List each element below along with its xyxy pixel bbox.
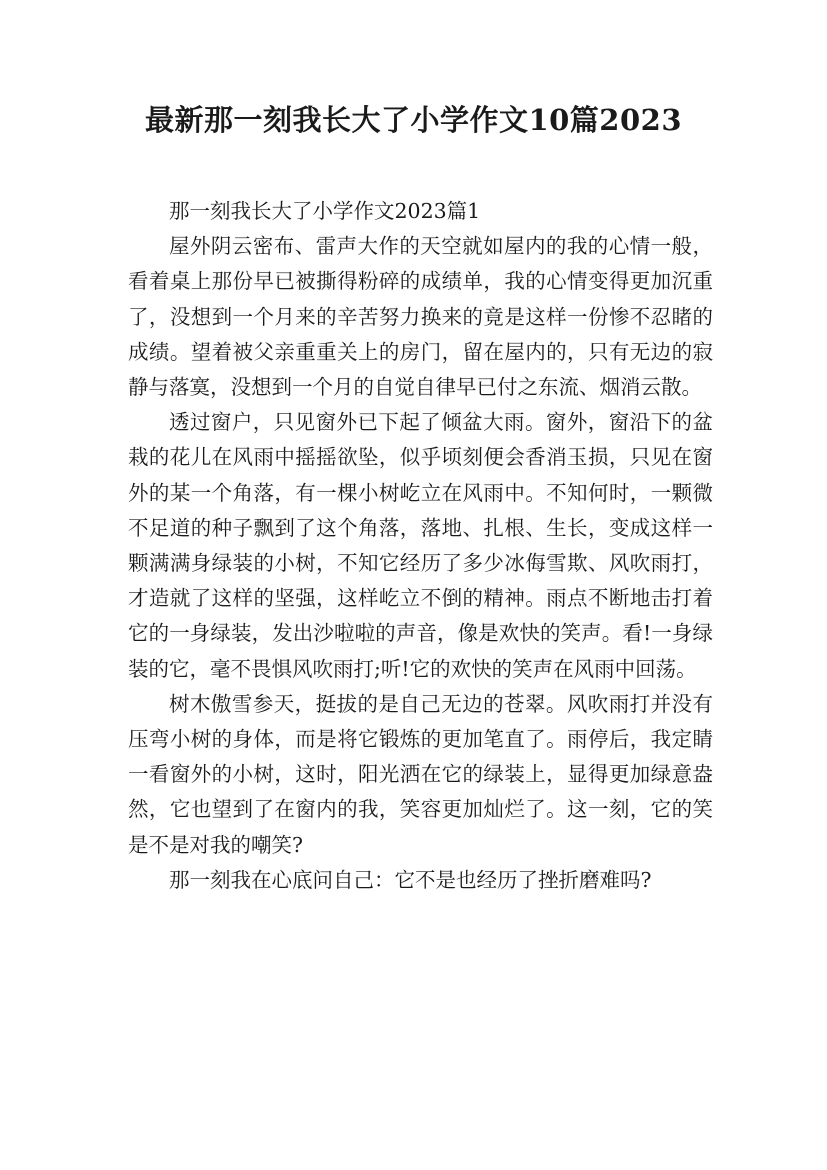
paragraph: 树木傲雪参天，挺拔的是自己无边的苍翠。风吹雨打并没有压弯小树的身体，而是将它锻炼的更加笔直了。雨停后，我定睛一看窗外的小树，这时，阳光洒在它的绿装上，显得更加绿意盎然，它也望到了在窗内的我，笑容更加灿烂了。这一刻，它的笑是不是对我的嘲笑? xyxy=(128,691,713,857)
paragraph: 透过窗户，只见窗外已下起了倾盆大雨。窗外，窗沿下的盆栽的花儿在风雨中摇摇欲坠，似乎顷刻便会香消玉损，只见在窗外的某一个角落，有一棵小树屹立在风雨中。不知何时，一颗微不足道的种子飘到了这个角落，落地、扎根、生长，变成这样一颗满满身绿装的小树，不知它经历了多少冰侮雪欺、风吹雨打，才造就了这样的坚强，这样屹立不倒的精神。雨点不断地击打着它的一身绿装，发出沙啦啦的声音，像是欢快的笑声。看!一身绿装的它，毫不畏惧风吹雨打;听!它的欢快的笑声在风雨中回荡。 xyxy=(128,410,713,681)
document-title: 最新那一刻我长大了小学作文10篇2023 xyxy=(144,103,683,137)
paragraph: 那一刻我在心底问自己：它不是也经历了挫折磨难吗? xyxy=(169,867,652,892)
paragraph: 屋外阴云密布、雷声大作的天空就如屋内的我的心情一般，看着桌上那份早已被撕得粉碎的成绩单，我的心情变得更加沉重了，没想到一个月来的辛苦努力换来的竟是这样一份惨不忍睹的成绩。望着被父亲重重关上的房门，留在屋内的，只有无边的寂静与落寞，没想到一个月的自觉自律早已付之东流、烟消云散。 xyxy=(128,234,713,400)
document-body xyxy=(128,194,713,898)
section-heading: 那一刻我长大了小学作文2023篇1 xyxy=(169,199,481,223)
